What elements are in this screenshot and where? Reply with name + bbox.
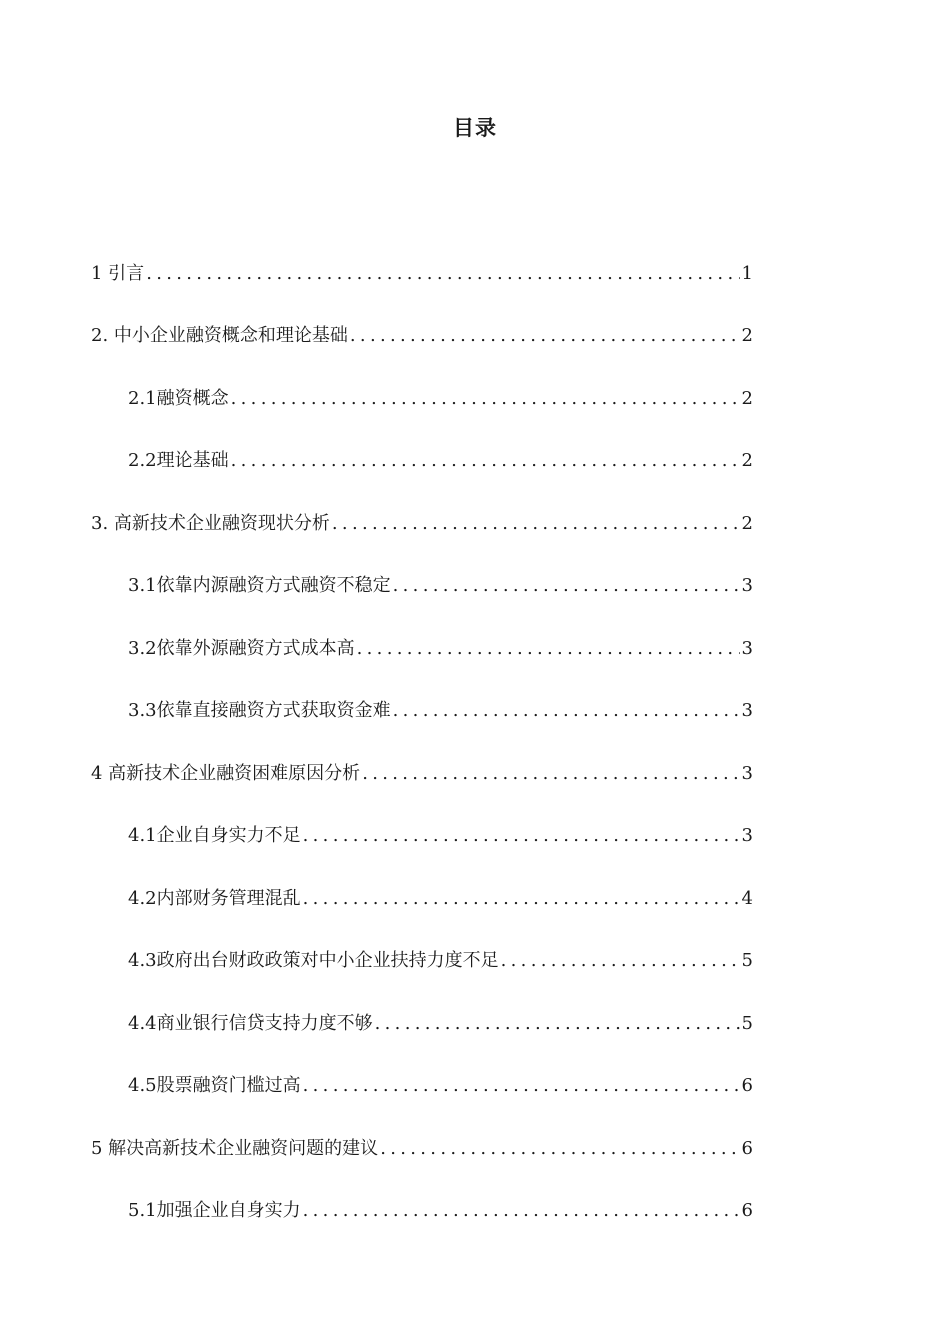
toc-page-number: 5	[741, 950, 753, 971]
toc-entry-label: 5 解决高新技术企业融资问题的建议	[91, 1138, 379, 1159]
toc-page-number: 2	[741, 325, 753, 346]
toc-leader	[357, 634, 740, 664]
toc-entry[interactable]	[128, 384, 753, 414]
toc-leader	[303, 1071, 740, 1101]
toc-entry[interactable]	[128, 446, 753, 476]
toc-page-number: 6	[741, 1200, 753, 1221]
toc-entry[interactable]	[128, 696, 753, 726]
toc-entry-label: 5.1加强企业自身实力	[128, 1200, 301, 1221]
toc-entry-label: 3.2依靠外源融资方式成本高	[128, 638, 355, 659]
toc-leader	[146, 259, 739, 289]
toc-page-number: 3	[741, 825, 753, 846]
toc-page-number: 4	[741, 888, 753, 909]
toc-page-number: 2	[741, 450, 753, 471]
toc-entry[interactable]	[91, 1134, 753, 1164]
toc-entry-label: 2. 中小企业融资概念和理论基础	[91, 325, 348, 346]
toc-leader	[303, 821, 740, 851]
toc-entry[interactable]	[128, 946, 753, 976]
toc-entry-label: 3.1依靠内源融资方式融资不稳定	[128, 575, 391, 596]
toc-entry-label: 2.2理论基础	[128, 450, 229, 471]
toc-entry[interactable]	[128, 821, 753, 851]
toc-leader	[501, 946, 740, 976]
toc-page-number: 3	[741, 638, 753, 659]
toc-leader	[362, 759, 739, 789]
toc-leader	[380, 1134, 739, 1164]
page-title: 目录	[453, 116, 497, 140]
toc-leader	[350, 321, 740, 351]
toc-leader	[375, 1009, 740, 1039]
toc-page-number: 3	[741, 575, 753, 596]
toc-entry[interactable]	[128, 571, 753, 601]
toc-page-number: 3	[741, 700, 753, 721]
toc-page-number: 2	[741, 388, 753, 409]
toc-entry-label: 4.3政府出台财政政策对中小企业扶持力度不足	[128, 950, 499, 971]
toc-page-number: 6	[741, 1138, 753, 1159]
toc-entry-label: 4.5股票融资门槛过高	[128, 1075, 301, 1096]
toc-page-number: 1	[741, 263, 753, 284]
toc-entry[interactable]	[128, 634, 753, 664]
toc-entry[interactable]	[128, 1196, 753, 1226]
toc-leader	[393, 571, 740, 601]
toc-entry-label: 3. 高新技术企业融资现状分析	[91, 513, 330, 534]
toc-entry-label: 4.1企业自身实力不足	[128, 825, 301, 846]
toc-entry[interactable]	[91, 259, 753, 289]
toc-leader	[393, 696, 740, 726]
toc-entry[interactable]	[128, 1009, 753, 1039]
toc-leader	[231, 446, 740, 476]
toc-entry[interactable]	[128, 1071, 753, 1101]
toc-entry[interactable]	[91, 759, 753, 789]
toc-entry-label: 4 高新技术企业融资困难原因分析	[91, 763, 361, 784]
toc-entry-label: 4.4商业银行信贷支持力度不够	[128, 1013, 373, 1034]
toc-leader	[303, 884, 740, 914]
toc-page-number: 6	[741, 1075, 753, 1096]
toc-entry[interactable]	[91, 509, 753, 539]
toc-leader	[303, 1196, 740, 1226]
toc-entry[interactable]	[91, 321, 753, 351]
toc-leader	[332, 509, 740, 539]
toc-entry-label: 2.1融资概念	[128, 388, 229, 409]
toc-entry-label: 3.3依靠直接融资方式获取资金难	[128, 700, 391, 721]
toc-entry-label: 1 引言	[91, 263, 145, 284]
toc-entry[interactable]	[128, 884, 753, 914]
toc-page-number: 2	[741, 513, 753, 534]
toc-page-number: 3	[741, 763, 753, 784]
toc-leader	[231, 384, 740, 414]
toc-entry-label: 4.2内部财务管理混乱	[128, 888, 301, 909]
toc-page-number: 5	[741, 1013, 753, 1034]
